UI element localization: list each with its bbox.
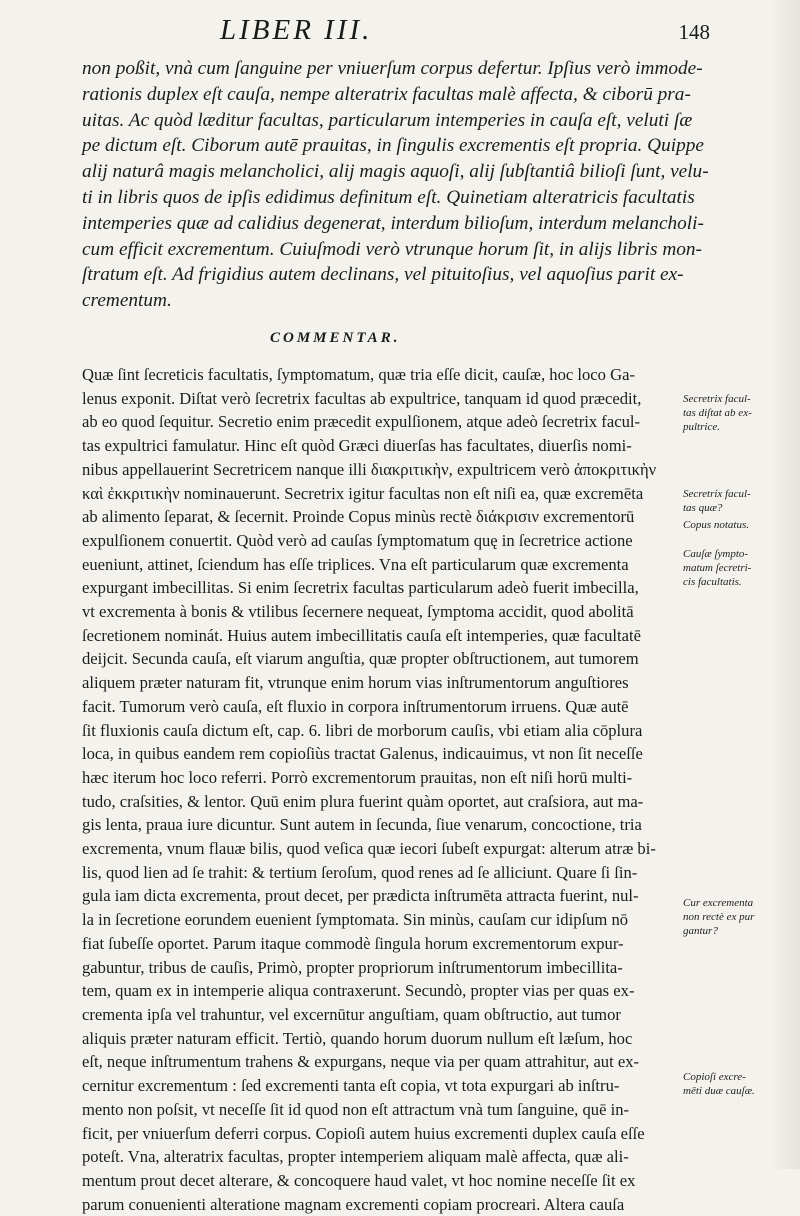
page-edge-shadow	[770, 0, 800, 1169]
margin-note-line: cis facultatis.	[683, 576, 742, 588]
text-line: tudo, craſsities, & lentor. Quū enim plura fuerint quàm oportet, aut craſsiora, aut ma-	[82, 791, 644, 811]
text-line: crementum.	[82, 290, 172, 312]
commentary-heading: COMMENTAR.	[270, 330, 401, 346]
text-line: cernitur excrementum : ſed excrementi tanta eſt copia, vt tota expurgari ab inſtru-	[82, 1076, 620, 1096]
text-line: non poßit, vnà cum ſanguine per vniuerſum corpus defertur. Ipſius verò immode-	[82, 58, 703, 79]
margin-note-line: Secretrix facul-	[683, 488, 751, 500]
text-line: rationis duplex eſt cauſa, nempe alteratrix facultas malè affecta, & ciborū pra-	[82, 83, 691, 105]
margin-note-line: gantur?	[683, 925, 718, 937]
text-line: καὶ ἐκκριτικὴν nominauerunt. Secretrix igitur facultas non eſt niſi ea, quæ excremēta	[82, 483, 644, 503]
text-line: tem, quam ex in intemperie aliqua contraxerunt. Secundò, propter vias per quas ex-	[82, 981, 635, 1001]
text-line: la in ſecretione eorundem euenient ſymptomata. Sin minùs, cauſam cur idipſum nō	[82, 910, 629, 930]
text-line: cum efficit excrementum. Cuiuſmodi verò vtrunque horum ſit, in alijs libris mon-	[82, 238, 702, 260]
text-line: parum conuenienti alteratione magnam excrementi copiam procreari. Altera cauſa	[82, 1194, 625, 1214]
margin-note-line: tas quæ?	[683, 502, 723, 514]
margin-note-line: pultrice.	[683, 421, 720, 433]
text-line: ficit, per vniuerſum deferri corpus. Copioſi autem huius excrementi duplex cauſa eſſe	[82, 1123, 645, 1143]
text-line: excrementa, vnum flauæ bilis, quod veſica quæ iecori ſubeſt expurgat: alterum atræ bi-	[82, 839, 656, 859]
text-line: ſtratum eſt. Ad frigidius autem declinans, vel pituitoſius, vel aquoſius parit ex-	[82, 264, 684, 286]
text-line: deijcit. Secunda cauſa, eſt viarum anguſtia, quæ propter obſtructionem, aut tumorem	[82, 649, 639, 669]
text-line: crementa ipſa vel trahuntur, vel excernūtur anguſtiam, quam obſtructio, aut tumor	[82, 1004, 621, 1024]
text-line: ſit fluxionis cauſa dictum eſt, cap. 6. libri de morborum cauſis, vbi etiam alia cōplura	[82, 720, 643, 740]
text-line: gis lenta, praua iure dicuntur. Sunt autem in ſecunda, ſiue venarum, concoctione, tria	[82, 815, 642, 835]
text-line: expurgant imbecillitas. Si enim ſecretrix facultas particularum adeò fuerit imbecilla,	[82, 578, 639, 598]
text-line: lenus exponit. Diſtat verò ſecretrix facultas ab expultrice, tanquam id quod præcedit,	[82, 388, 642, 408]
margin-note-line: Copus notatus.	[683, 519, 750, 531]
text-line: vt excrementa à bonis & vtilibus ſecernere nequeat, ſymptoma accidit, quod abolitā	[82, 602, 634, 622]
text-line: mentum prout decet alterare, & concoquere haud valet, vt hoc nomine neceſſe ſit ex	[82, 1170, 636, 1190]
margin-note-line: mēti duæ cauſæ.	[683, 1085, 755, 1097]
text-line: expulſionem conuertit. Quòd verò ad cauſas ſymptomatum quę in ſecretrice actione	[82, 530, 633, 550]
margin-note-line: Secretrix facul-	[683, 393, 751, 405]
text-line: ti in libris quos de ipſis edidimus definitum eſt. Quinetiam alteratricis facultatis	[82, 186, 695, 208]
margin-note-line: non rectè ex pur	[683, 911, 755, 923]
text-line: intemperies quæ ad calidius degenerat, interdum bilioſum, interdum melancholi-	[82, 212, 704, 234]
text-line: aliquem præter naturam fit, vtrunque enim horum vias inſtrumentorum anguſtiores	[82, 673, 629, 693]
text-line: aliquis præter naturam efficit. Tertiò, quando horum duorum nullum eſt læſum, hoc	[82, 1028, 633, 1048]
text-line: mento non poſsit, vt neceſſe ſit id quod non eſt attractum vnà tum ſanguine, quē in-	[82, 1099, 630, 1119]
margin-note-line: matum ſecretri-	[683, 562, 752, 574]
text-line: hæc iterum hoc loco referri. Porrò excrementorum prauitas, non eſt niſi horū multi-	[82, 767, 633, 787]
text-line: Quæ ſint ſecreticis facultatis, ſymptomatum, quæ tria eſſe dicit, cauſæ, hoc loco Ga-	[82, 365, 635, 384]
running-head: LIBER III.	[220, 14, 373, 46]
commentary-text	[82, 363, 682, 1216]
text-line: ab alimento ſeparat, & ſecernit. Proinde Copus minùs rectè διάκρισιν excrementorū	[82, 507, 635, 527]
text-line: poteſt. Vna, alteratrix facultas, propter intemperiem aliquam malè affecta, quæ ali-	[82, 1147, 629, 1167]
text-line: ab eo quod ſequitur. Secretio enim præcedit expulſionem, atque adeò ſecretrix facul-	[82, 412, 640, 432]
margin-note-line: tas diſtat ab ex-	[683, 407, 752, 419]
text-line: pe dictum eſt. Ciborum autē prauitas, in ſingulis excrementis eſt propria. Quippe	[82, 135, 704, 157]
text-line: gula iam dicta excrementa, prout decet, per prædicta inſtrumēta attracta fuerint, nul-	[82, 886, 639, 906]
text-line: ſecretionem nominát. Huius autem imbecillitatis cauſa eſt intemperies, quæ facultatē	[82, 625, 641, 645]
text-line: uitas. Ac quòd læditur facultas, particularum intemperies in cauſa eſt, veluti ſæ	[82, 109, 693, 131]
text-line: lis, quod lien ad ſe trahit: & tertium ſeroſum, quod renes ad ſe alliciunt. Quare ſi ſin-	[82, 862, 638, 882]
margin-note-line: Cur excrementa	[683, 897, 754, 909]
margin-note-line: Copioſi excre-	[683, 1071, 746, 1083]
galen-text	[82, 56, 709, 314]
page-number: 148	[678, 20, 710, 44]
text-line: tas expultrici famulatur. Hinc eſt quòd Græci diuerſas has facultates, diuerſis nomi-	[82, 436, 632, 456]
text-line: eueniunt, attinet, ſciendum has eſſe triplices. Vna eſt particularum quæ excrementa	[82, 554, 629, 574]
text-line: alij naturâ magis melancholici, alij magis aquoſi, alij ſubſtantiâ bilioſi ſunt, velu-	[82, 161, 709, 183]
text-line: nibus appellauerint Secretricem nanque illi διακριτικὴν, expultricem verò ἀποκριτικὴν	[82, 459, 657, 479]
text-line: facit. Tumorum verò cauſa, eſt fluxio in corpora inſtrumentorum irruens. Quæ autē	[82, 696, 629, 716]
page-header	[60, 14, 710, 50]
margin-note-line: Cauſæ ſympto-	[683, 548, 749, 560]
text-line: loca, in quibus eandem rem copioſiùs tractat Galenus, indicauimus, vt non ſit neceſſe	[82, 744, 643, 764]
text-line: gabuntur, tribus de cauſis, Primò, propter propriorum inſtrumentorum imbecillita-	[82, 957, 623, 977]
text-line: fiat ſubeſſe oportet. Parum itaque commodè ſingula horum excrementorum expur-	[82, 933, 624, 953]
text-line: eſt, neque inſtrumentum trahens & expurgans, neque via per quam attrahitur, aut ex-	[82, 1052, 640, 1072]
